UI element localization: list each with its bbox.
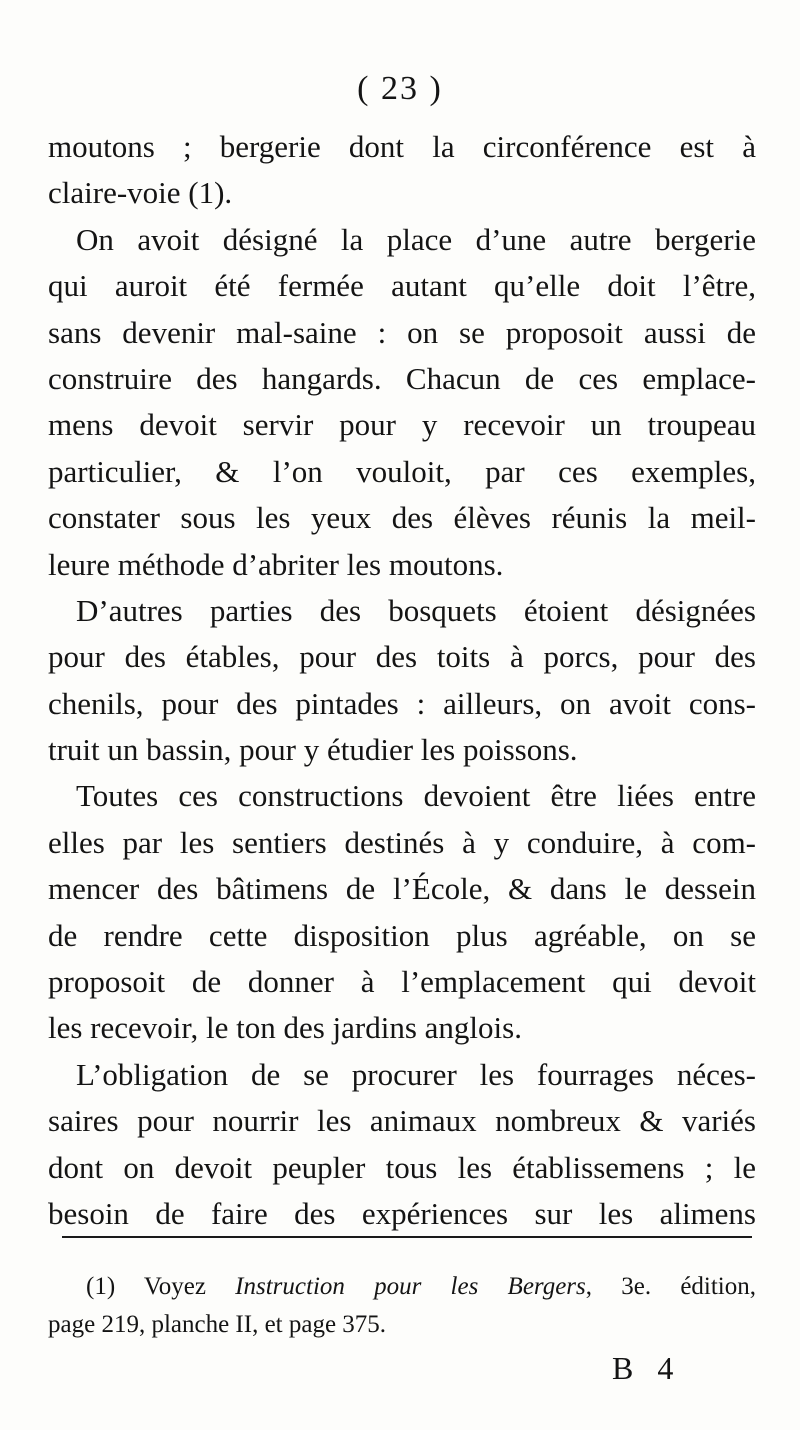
text-line: particulier, & l’on vouloit, par ces exemples,	[48, 453, 756, 489]
text-line: dont on devoit peupler tous les établissemens ; le	[48, 1149, 756, 1185]
footnote-rule	[62, 1236, 752, 1238]
text-line: Toutes ces constructions devoient être liées entre	[76, 778, 756, 814]
signature-mark: B 4	[612, 1350, 682, 1386]
text-line: mens devoit servir pour y recevoir un troupeau	[48, 407, 756, 443]
text-line: qui auroit été fermée autant qu’elle doit l’être,	[48, 268, 756, 304]
text-line: leure méthode d’abriter les moutons.	[48, 546, 504, 582]
text-line: constater sous les yeux des élèves réunis la meil-	[48, 500, 756, 536]
text-line: construire des hangards. Chacun de ces emplace-	[48, 360, 756, 396]
text-line: L’obligation de se procurer les fourrages néces-	[76, 1056, 756, 1092]
text-line: proposoit de donner à l’emplacement qui devoit	[48, 964, 756, 1000]
text-line: claire-voie (1).	[48, 175, 233, 211]
body-text	[48, 124, 756, 1237]
text-line: saires pour nourrir les animaux nombreux & variés	[48, 1103, 756, 1139]
footnote-title: Instruction pour les Bergers	[235, 1273, 586, 1300]
footnote-suffix: , 3e. édition,	[585, 1273, 756, 1300]
text-line: les recevoir, le ton des jardins anglois.	[48, 1010, 522, 1046]
footnote-line	[48, 1268, 756, 1306]
page-number: ( 23 )	[357, 70, 443, 107]
text-line: mencer des bâtimens de l’École, & dans le dessein	[48, 871, 756, 907]
text-line: On avoit désigné la place d’une autre bergerie	[76, 221, 756, 257]
text-line: elles par les sentiers destinés à y conduire, à com-	[48, 824, 756, 860]
text-line: D’autres parties des bosquets étoient désignées	[76, 592, 756, 628]
text-line: truit un bassin, pour y étudier les poissons.	[48, 732, 578, 768]
text-line: besoin de faire des expériences sur les alimens	[48, 1195, 756, 1231]
text-line: pour des étables, pour des toits à porcs, pour des	[48, 639, 756, 675]
footnote-line: page 219, planche II, et page 375.	[48, 1311, 387, 1338]
text-line: chenils, pour des pintades : ailleurs, on avoit cons-	[48, 685, 756, 721]
footnote	[48, 1268, 756, 1344]
footnote-prefix: (1) Voyez	[86, 1273, 236, 1300]
text-line: de rendre cette disposition plus agréable, on se	[48, 917, 756, 953]
text-line: sans devenir mal-saine : on se proposoit aussi de	[48, 314, 756, 350]
text-line: moutons ; bergerie dont la circonférence est à	[48, 129, 756, 164]
